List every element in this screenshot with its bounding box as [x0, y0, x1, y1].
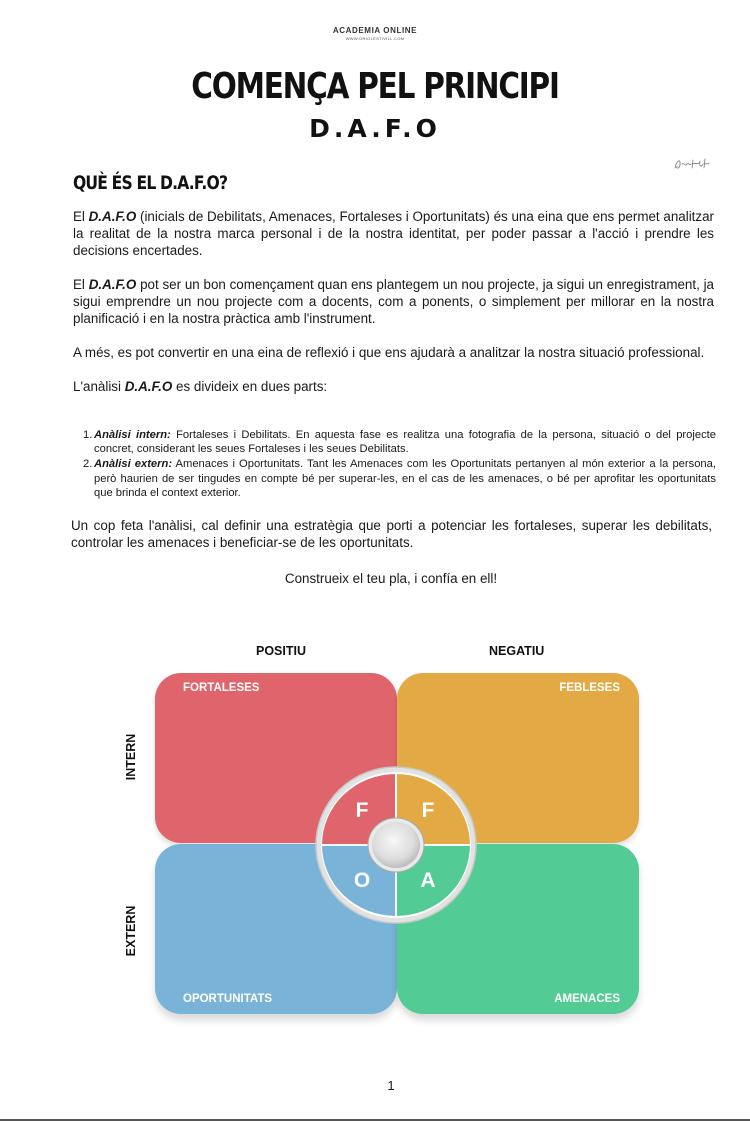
brand-header: [0, 26, 750, 41]
quadrant-label: FORTALESES: [183, 682, 260, 694]
closing-line: Construeix el teu pla, i confía en ell!: [284, 571, 498, 586]
wheel-letter-opportunities: O: [353, 869, 371, 892]
brand-name: ACADEMIA ONLINE: [332, 26, 418, 35]
list-item-title: Anàlisi extern:: [94, 458, 173, 471]
signature-icon: [672, 156, 712, 172]
page-title: COMENÇA PEL PRINCIPI: [191, 66, 559, 107]
wheel-letter-strengths: F: [355, 799, 369, 822]
analysis-list: [84, 428, 716, 501]
wheel-hub: [372, 822, 420, 868]
emphasis-dafo: D.A.F.O: [88, 209, 137, 224]
column-label-positive: POSITIU: [256, 644, 307, 658]
wheel-letter-weaknesses: F: [421, 799, 435, 822]
quadrant-label: FEBLESES: [559, 682, 620, 694]
paragraph-reflection: A més, es pot convertir en una eina de reflexió i que ens ajudarà a analitzar la nostra situació professional.: [73, 345, 705, 360]
row-label-internal: INTERN: [124, 733, 138, 781]
page-number: 1: [387, 1078, 395, 1093]
row-label-external: EXTERN: [124, 905, 138, 957]
section-heading: QUÈ ÉS EL D.A.F.O?: [73, 172, 228, 194]
paragraph-uses: El D.A.F.O pot ser un bon començament quan ens plantegem un nou projecte, ja sigui un enregistrament, ja sigui emprendre un nou projecte com a docents, com a ponents, o simplement per millorar en la nostra planificació i en la nostra pràctica amb l'instrument.: [73, 277, 714, 326]
quadrant-label: OPORTUNITATS: [183, 993, 273, 1005]
list-item-title: Anàlisi intern:: [94, 429, 171, 441]
paragraph-parts: L'anàlisi D.A.F.O es divideix en dues parts:: [73, 379, 328, 394]
paragraph-strategy: Un cop feta l'anàlisi, cal definir una estratègia que porti a potenciar les fortaleses, superar les debilitats, controlar les amenaces i beneficiar-se de les oportunitats.: [71, 518, 712, 550]
quadrant-label: AMENACES: [554, 993, 620, 1005]
list-item: [84, 457, 716, 500]
column-label-negative: NEGATIU: [489, 644, 545, 658]
emphasis-dafo: D.A.F.O: [88, 277, 137, 292]
list-number: 2.: [83, 458, 93, 471]
list-number: 1.: [83, 429, 93, 441]
list-item-text: Amenaces i Oportunitats. Tant les Amenaces com les Oportunitats pertanyen al món exterior a la persona, però haurien de ser tingudes en compte bé per superar-les, en el cas de les amenaces, o bé per aprofitar les oportunitats que brinda el context exterior.: [94, 458, 716, 499]
page-subtitle: D.A.F.O: [309, 114, 441, 143]
paragraph-intro: El D.A.F.O (inicials de Debilitats, Amenaces, Fortaleses i Oportunitats) és una eina que ens permet analitzar la realitat de la nostra marca personal i de la nostra identitat, per poder passar a l'acció i prendre les decisions encertades.: [73, 209, 714, 258]
emphasis-dafo: D.A.F.O: [124, 379, 173, 394]
brand-url: WWW.ORIOLESTIVILL.COM: [345, 36, 405, 41]
dafo-wheel: [313, 765, 479, 925]
wheel-letter-threats: A: [420, 869, 436, 892]
list-item: [84, 428, 716, 456]
list-item-text: Fortaleses i Debilitats. En aquesta fase es realitza una fotografia de la persona, situació o del projecte concret, considerant les seues Fortaleses i les seues Debilitats.: [94, 429, 716, 456]
